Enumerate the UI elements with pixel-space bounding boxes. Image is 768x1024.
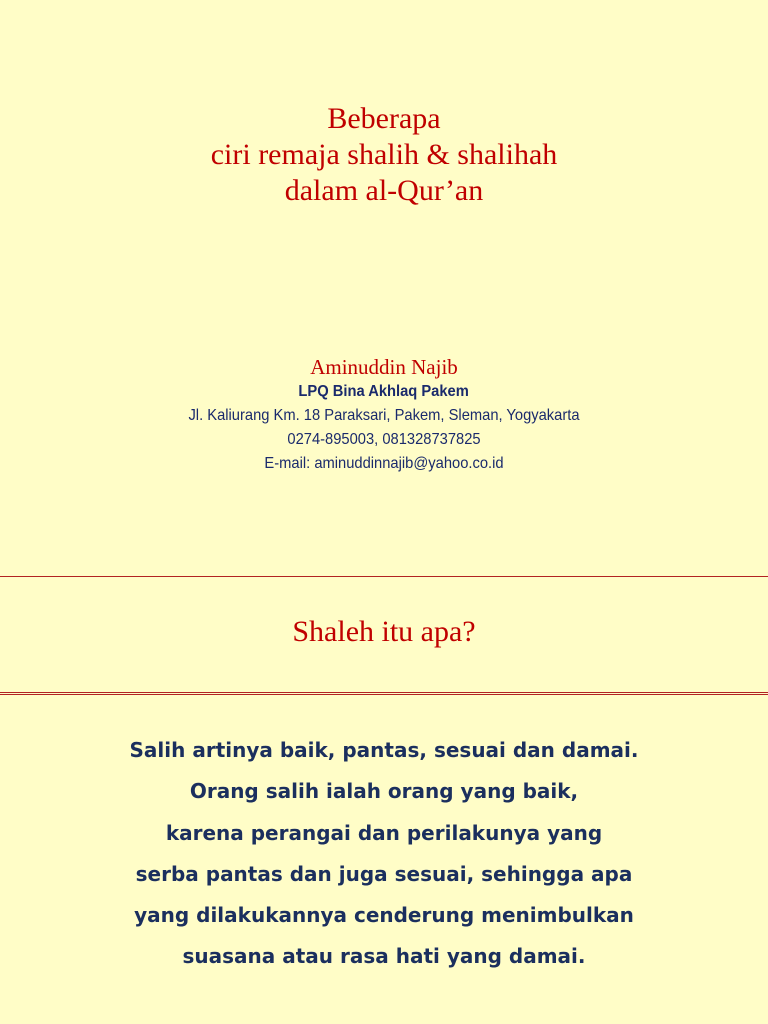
- definition-line-1: Salih artinya baik, pantas, sesuai dan damai.: [129, 738, 639, 762]
- author-info: [0, 354, 768, 476]
- definition-text: [0, 730, 768, 978]
- title-line-3: dalam al-Qur’an: [284, 174, 484, 207]
- email-text: E-mail: aminuddinnajib@yahoo.co.id: [264, 455, 504, 472]
- definition-line-2: Orang salih ialah orang yang baik,: [189, 779, 579, 804]
- slide-title: [0, 101, 768, 209]
- slide-heading: Shaleh itu apa?: [292, 615, 476, 648]
- question-slide: [0, 576, 768, 693]
- title-line-2: ciri remaja shalih & shalihah: [210, 138, 558, 171]
- definition-line-5: yang dilakukannya cenderung menimbulkan: [134, 903, 634, 928]
- title-line-1: Beberapa: [327, 102, 441, 135]
- organization-name: LPQ Bina Akhlaq Pakem: [298, 383, 470, 400]
- phone-text: 0274-895003, 081328737825: [287, 431, 481, 448]
- definition-line-3: karena perangai dan perilakunya yang: [165, 820, 603, 845]
- definition-line-4: serba pantas dan juga sesuai, sehingga apa: [135, 861, 633, 886]
- definition-line-6: suasana atau rasa hati yang damai.: [182, 944, 586, 969]
- definition-slide: [0, 694, 768, 1024]
- address-text: Jl. Kaliurang Km. 18 Paraksari, Pakem, Sleman, Yogyakarta: [188, 407, 580, 424]
- author-name: Aminuddin Najib: [310, 355, 458, 379]
